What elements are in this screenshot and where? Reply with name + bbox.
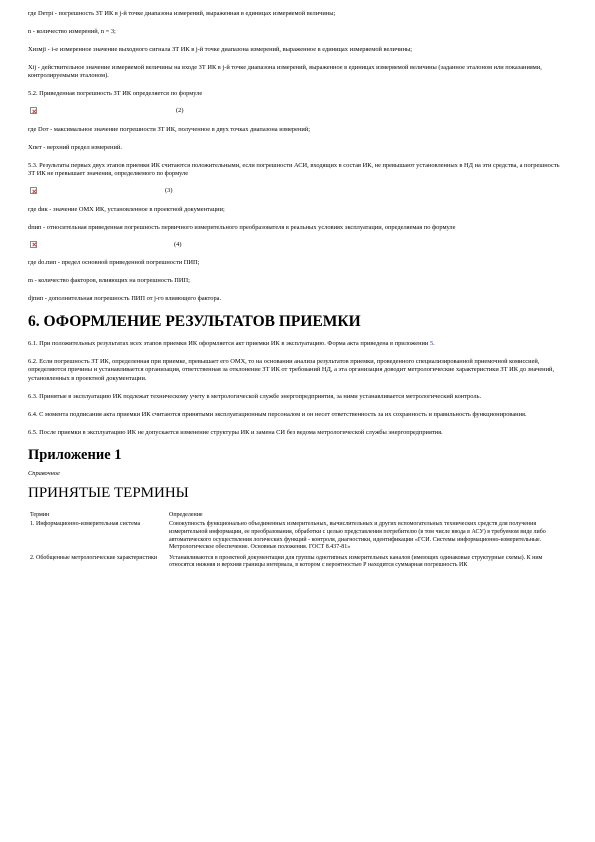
paragraph-factors: m - количество факторов, влияющих на погрешность ПИП; — [28, 277, 190, 285]
broken-image-icon — [30, 241, 37, 248]
definition-cell: Совокупность функционально объединенных измерительных, вычислительных и других вспомогательных технических средств для получения измерительной информации, ее преобразования, обработки с целью представления потребителю (в том числе ввода в АСУ) в требуемом виде либо автоматического осуществления логических функций - контроля, диагностики, идентификации «ГСИ. Системы информационно-измерительные. Метрологическое обеспечение. Основные положения. ГОСТ 8.437-81» — [169, 521, 546, 551]
table-row — [28, 555, 560, 573]
paragraph-5-2: 5.2. Приведенная погрешность ЗТ ИК определяется по формуле — [28, 90, 203, 98]
document-page — [28, 10, 568, 573]
paragraph-def-error: где Deтpi - погрешность ЗТ ИК в j-й точке диапазона измерений, выраженная в единицах измеряемой величины; — [28, 10, 336, 17]
column-header-term: Термин — [30, 511, 50, 518]
formula-number: (4) — [174, 240, 182, 248]
paragraph-base-error: где dо.пип - предел основной приведенной погрешности ПИП; — [28, 259, 200, 267]
broken-image-icon — [30, 187, 37, 194]
section-heading: 6. ОФОРМЛЕНИЕ РЕЗУЛЬТАТОВ ПРИЕМКИ — [28, 313, 361, 331]
paragraph-actual: Xij - действительное значение измеряемой величины на входе ЗТ ИК в j-й точке диапазона измерений, выраженное в единицах измеряемой величины (заданное эталоном или показаниями, контролируемыми эталоном). — [28, 64, 542, 80]
paragraph-6-4: 6.4. С момента подписания акта приемки ИК считаются принятыми эксплуатационным персоналом и он несет ответственность за их сохранность и правильность функционирования. — [28, 410, 527, 418]
appendix-note: Справочное — [28, 469, 60, 477]
term-cell: 1. Информационно-измерительная система — [30, 521, 141, 528]
formula-2 — [30, 105, 568, 117]
formula-number: (2) — [176, 107, 184, 115]
paragraph-measured: Xизмji - i-е измеренное значение выходного сигнала ЗТ ИК в j-й точке диапазона измерений, выраженное в единицах измеряемой величины; — [28, 46, 413, 53]
terms-table — [28, 512, 560, 573]
paragraph-max-error: где Dот - максимальное значение погрешности ЗТ ИК, полученное в двух точках диапазона измерений; — [28, 125, 311, 133]
definition-cell: Устанавливаются в проектной документации для группы однотипных измерительных каналов (имеющих одинаковые структурные схемы). К ним относятся нижняя и верхняя границы интервала, в котором с вероятностью Р находится суммарная погрешность ИК — [169, 554, 543, 569]
formula-number: (3) — [165, 187, 173, 195]
appendix-title: Приложение 1 — [28, 446, 122, 463]
term-cell: 2. Обобщенные метрологические характеристики — [30, 554, 158, 561]
paragraph-6-5: 6.5. После приемки в эксплуатацию ИК не допускается изменение структуры ИК и замена СИ без ведома метрологической службы энергопредприятия. — [28, 428, 443, 436]
column-header-definition: Определение — [169, 511, 203, 518]
paragraph-pip: dпип - относительная приведенная погрешность первичного измерительного преобразователя в реальных условиях эксплуатации, определяемая по формуле — [28, 223, 456, 231]
formula-4 — [30, 238, 568, 250]
table-header-row — [28, 512, 560, 522]
paragraph-omh: где dик - значение ОМХ ИК, установленное в проектной документации; — [28, 205, 225, 213]
paragraph-upper-limit: Xпет - верхний предел измерений. — [28, 143, 122, 151]
paragraph-6-2: 6.2. Если погрешность ЗТ ИК, определенная при приемке, превышает его ОМХ, то на основании анализа результатов приемки, проведенного специализированной приемочной комиссией, определяются причины и устанавливается организация, ответственная за отклонение ЗТ ИК от требований НД, а эта организация доводит метрологические характеристики ЗТ ИК до значений, установленных в проектной документации. — [28, 358, 555, 382]
terms-title: ПРИНЯТЫЕ ТЕРМИНЫ — [28, 484, 189, 501]
paragraph-6-1-end: . — [433, 340, 435, 348]
table-row — [28, 521, 560, 554]
formula-3 — [30, 185, 568, 197]
paragraph-6-3: 6.3. Принятые в эксплуатацию ИК подлежат техническому учету в метрологической службе энергопредприятия, за ними устанавливается метрологический контроль. — [28, 392, 482, 400]
paragraph-additional-error: djпип - дополнительная погрешность ПИП от j-го влияющего фактора. — [28, 295, 222, 303]
appendix-link[interactable]: 5 — [429, 340, 434, 348]
paragraph-5-3: 5.3. Результаты первых двух этапов приемки ИК считаются положительными, если погрешности АСИ, входящих в состав ИК, не превышают установленных в НД на эти средства, а погрешность ЗТ ИК не превышает значения, определяемого по формуле — [28, 161, 560, 178]
paragraph-6-1 — [28, 340, 568, 348]
paragraph-6-1-text: 6.1. При положительных результатах всех этапов приемки ИК оформляется акт приемки ИК в эксплуатацию. Форма акта приведена в приложении — [28, 340, 430, 348]
paragraph-count: n - количество измерений, n = 3; — [28, 28, 116, 35]
broken-image-icon — [30, 107, 37, 114]
